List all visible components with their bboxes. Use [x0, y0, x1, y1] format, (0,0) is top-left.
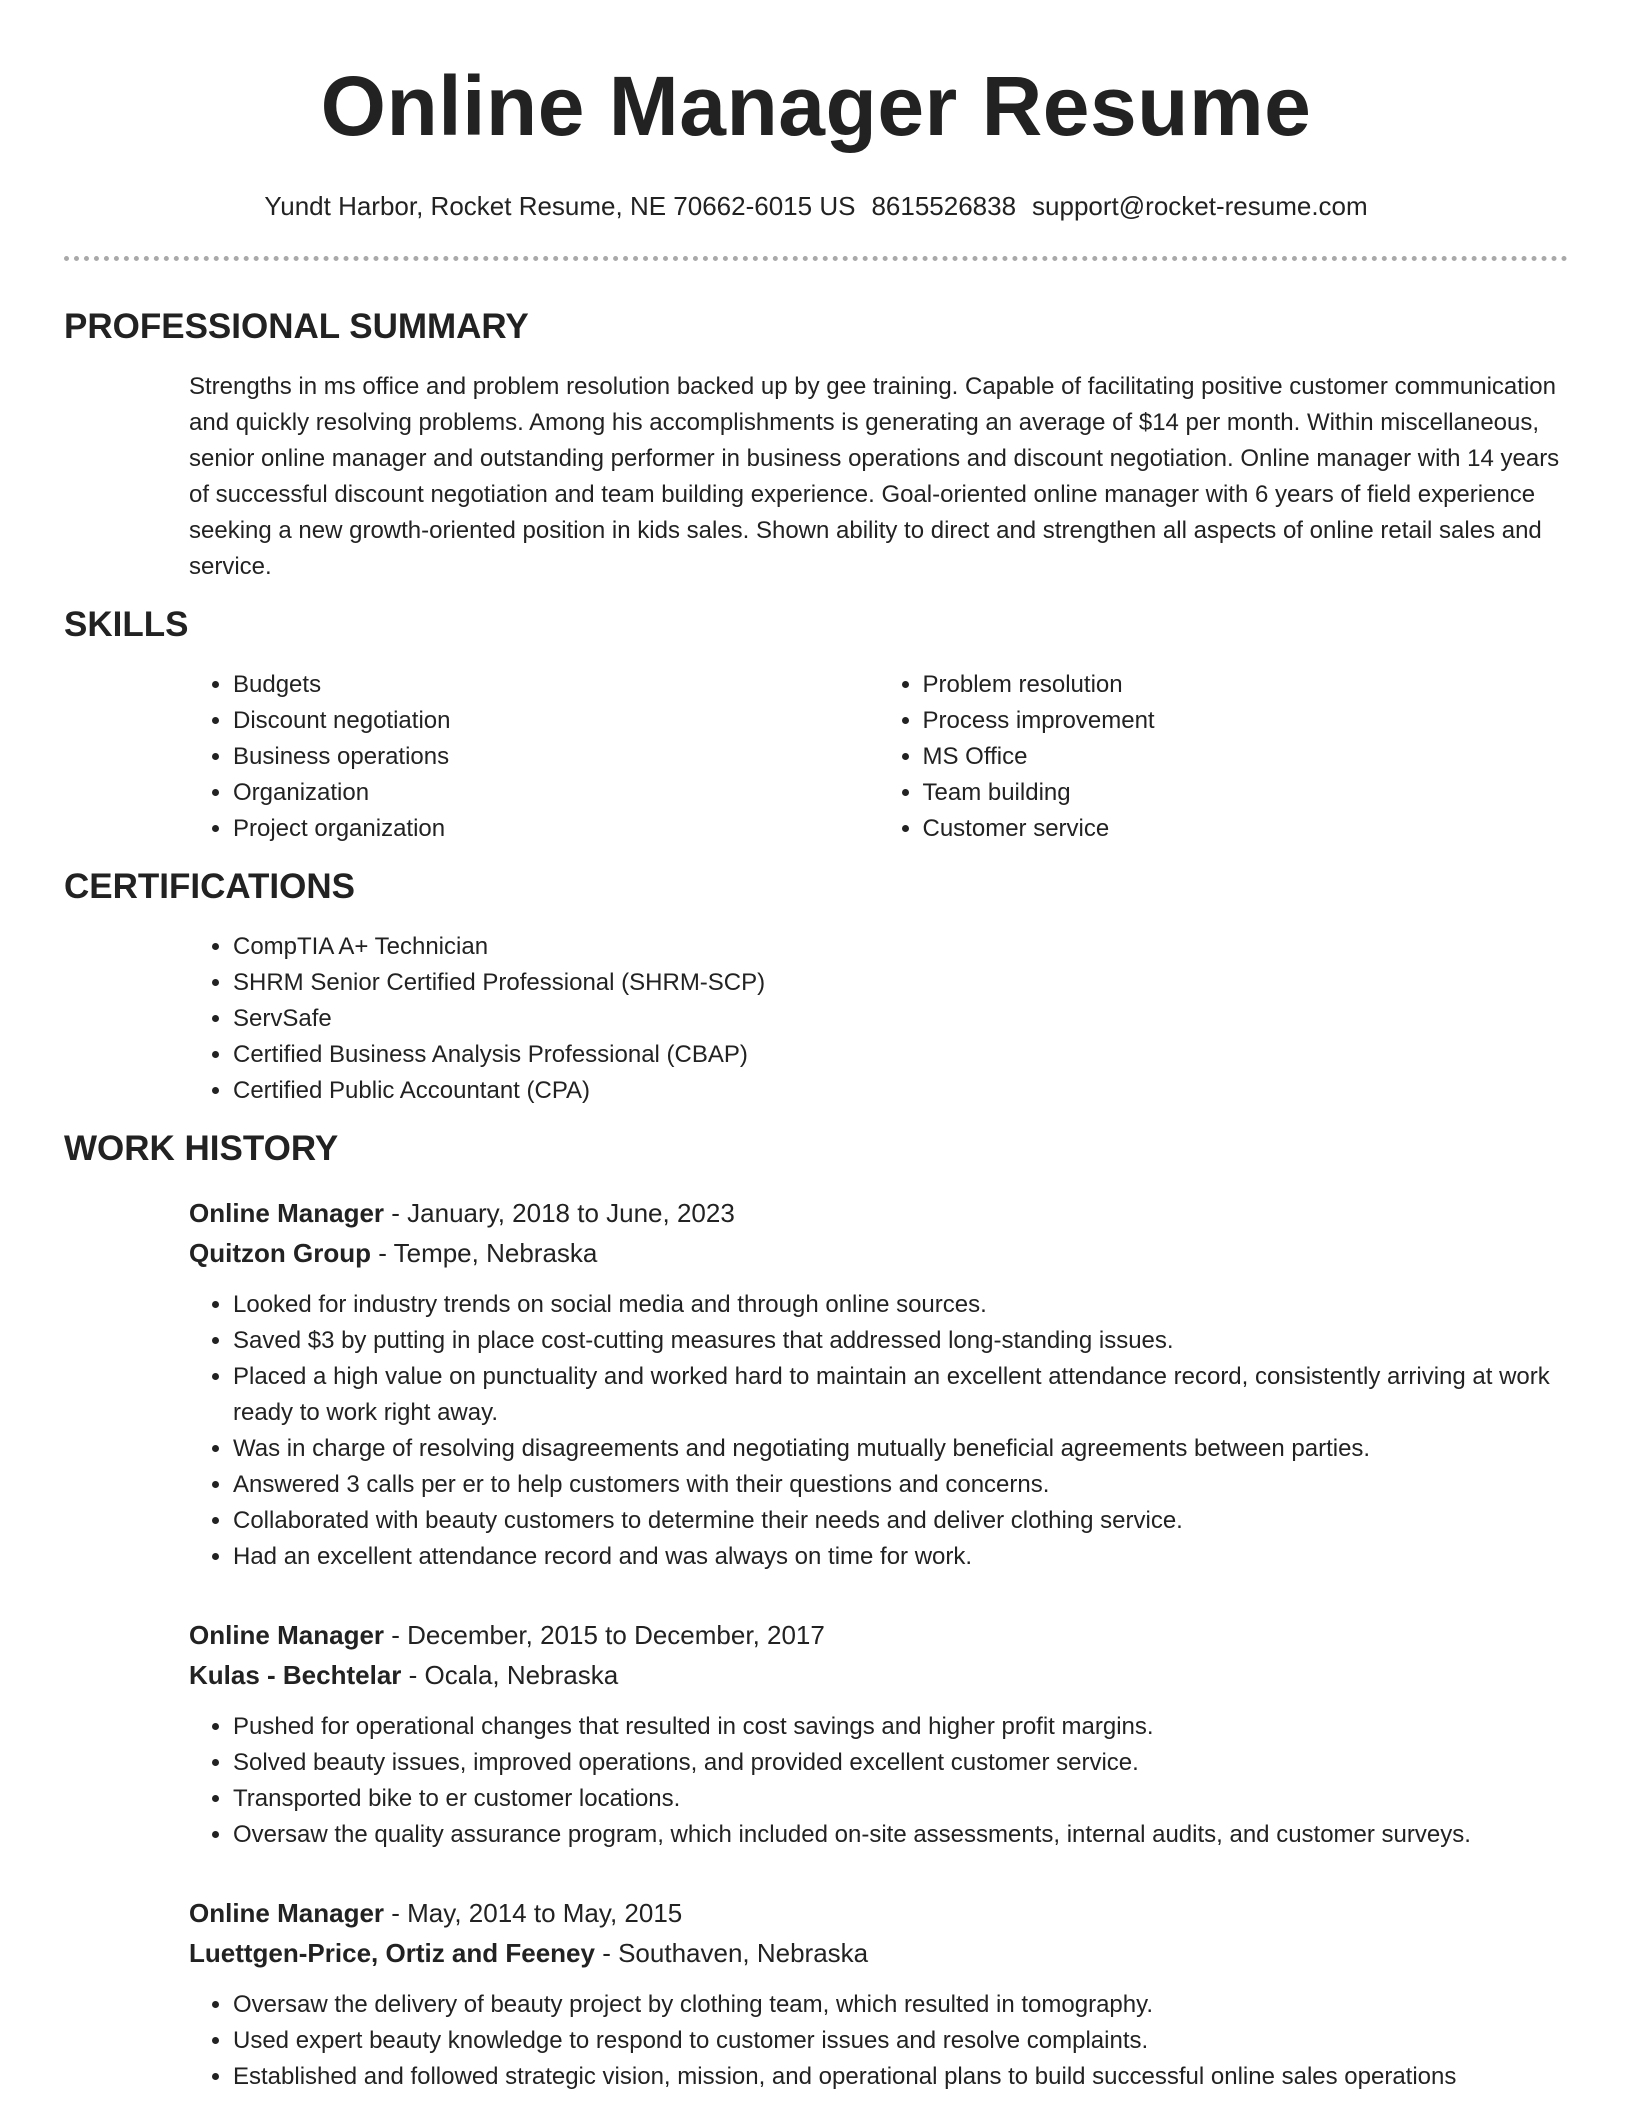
skills-section	[64, 603, 1568, 847]
contact-address: Yundt Harbor, Rocket Resume, NE 70662-6015 US	[264, 191, 856, 221]
certification-item: • Certified Business Analysis Professional (CBAP)	[233, 1037, 1568, 1073]
certifications-list	[189, 929, 1568, 1109]
certification-item: • Certified Public Accountant (CPA)	[233, 1073, 1568, 1109]
job-location: - Southaven, Nebraska	[594, 1938, 869, 1968]
job-bullet: • Had an excellent attendance record and was always on time for work.	[233, 1539, 1568, 1575]
certification-item: • ServSafe	[233, 1001, 1568, 1037]
job-location: - Tempe, Nebraska	[370, 1238, 598, 1268]
job-title-line	[189, 1193, 1568, 1233]
job-bullet: • Established and followed strategic vision, mission, and operational plans to build successful online sales operations	[233, 2059, 1568, 2095]
skill-item: • Business operations	[233, 739, 879, 775]
job-bullets	[189, 1709, 1568, 1853]
job-entry	[64, 1615, 1568, 1853]
skill-item: • Process improvement	[923, 703, 1569, 739]
skill-item: • Problem resolution	[923, 667, 1569, 703]
skill-item: • Organization	[233, 775, 879, 811]
skills-list-left	[189, 667, 879, 847]
contact-email: support@rocket-resume.com	[1032, 191, 1368, 221]
skill-item: • Discount negotiation	[233, 703, 879, 739]
contact-phone: 8615526838	[871, 191, 1017, 221]
work-history-heading: WORK HISTORY	[64, 1129, 339, 1168]
skill-item: • Customer service	[923, 811, 1569, 847]
skills-heading: SKILLS	[64, 605, 189, 644]
resume-title: Online Manager Resume	[320, 59, 1312, 153]
job-bullets	[189, 1987, 1568, 2095]
certifications-heading: CERTIFICATIONS	[64, 867, 356, 906]
job-location: - Ocala, Nebraska	[401, 1660, 619, 1690]
job-entry	[64, 1193, 1568, 1575]
job-bullet: • Answered 3 calls per er to help customers with their questions and concerns.	[233, 1467, 1568, 1503]
summary-text: Strengths in ms office and problem resolution backed up by gee training. Capable of facilitating positive customer communication and quickly resolving problems. Among his accomplishments is generating an average of $14 per month. Within miscellaneous, senior online manager and outstanding performer in business operations and discount negotiation. Online manager with 14 years of successful discount negotiation and team building experience. Goal-oriented online manager with 6 years of field experience seeking a new growth-oriented position in kids sales. Shown ability to direct and strengthen all aspects of online retail sales and service.	[189, 373, 1560, 580]
job-title-line	[189, 1615, 1568, 1655]
job-bullet: • Placed a high value on punctuality and worked hard to maintain an excellent attendance record, consistently arriving at work ready to work right away.	[233, 1359, 1568, 1431]
summary-section	[64, 305, 1568, 585]
job-company-line	[189, 1933, 1568, 1973]
job-company-line	[189, 1233, 1568, 1273]
summary-heading: PROFESSIONAL SUMMARY	[64, 307, 529, 346]
job-dates: - January, 2018 to June, 2023	[384, 1198, 735, 1228]
certifications-list-wrap	[64, 929, 1568, 1109]
skills-list-right	[879, 667, 1569, 847]
header-divider	[64, 256, 1568, 261]
job-bullet: • Pushed for operational changes that resulted in cost savings and higher profit margins.	[233, 1709, 1568, 1745]
job-company: Kulas - Bechtelar	[189, 1660, 402, 1690]
job-title: Online Manager	[189, 1198, 385, 1228]
certification-item: • CompTIA A+ Technician	[233, 929, 1568, 965]
skill-item: • Budgets	[233, 667, 879, 703]
skill-item: • MS Office	[923, 739, 1569, 775]
job-bullet: • Saved $3 by putting in place cost-cutting measures that addressed long-standing issues.	[233, 1323, 1568, 1359]
job-bullet: • Oversaw the delivery of beauty project by clothing team, which resulted in tomography.	[233, 1987, 1568, 2023]
job-bullet: • Looked for industry trends on social media and through online sources.	[233, 1287, 1568, 1323]
job-title: Online Manager	[189, 1620, 385, 1650]
contact-line	[64, 190, 1568, 222]
job-bullet: • Oversaw the quality assurance program, which included on-site assessments, internal audits, and customer surveys.	[233, 1817, 1568, 1853]
job-title: Online Manager	[189, 1898, 385, 1928]
certifications-section	[64, 865, 1568, 1109]
job-bullet: • Collaborated with beauty customers to determine their needs and deliver clothing service.	[233, 1503, 1568, 1539]
job-bullet: • Was in charge of resolving disagreements and negotiating mutually beneficial agreements between parties.	[233, 1431, 1568, 1467]
job-bullet: • Solved beauty issues, improved operations, and provided excellent customer service.	[233, 1745, 1568, 1781]
job-dates: - May, 2014 to May, 2015	[384, 1898, 683, 1928]
job-bullet: • Transported bike to er customer locations.	[233, 1781, 1568, 1817]
skills-grid	[64, 667, 1568, 847]
certification-item: • SHRM Senior Certified Professional (SHRM-SCP)	[233, 965, 1568, 1001]
job-company: Luettgen-Price, Ortiz and Feeney	[189, 1938, 595, 1968]
job-bullet: • Used expert beauty knowledge to respond to customer issues and resolve complaints.	[233, 2023, 1568, 2059]
skill-item: • Project organization	[233, 811, 879, 847]
job-company: Quitzon Group	[189, 1238, 371, 1268]
job-dates: - December, 2015 to December, 2017	[384, 1620, 825, 1650]
job-company-line	[189, 1655, 1568, 1695]
job-title-line	[189, 1893, 1568, 1933]
job-entry	[64, 1893, 1568, 2095]
skill-item: • Team building	[923, 775, 1569, 811]
job-bullets	[189, 1287, 1568, 1575]
work-history-section	[64, 1127, 1568, 2095]
